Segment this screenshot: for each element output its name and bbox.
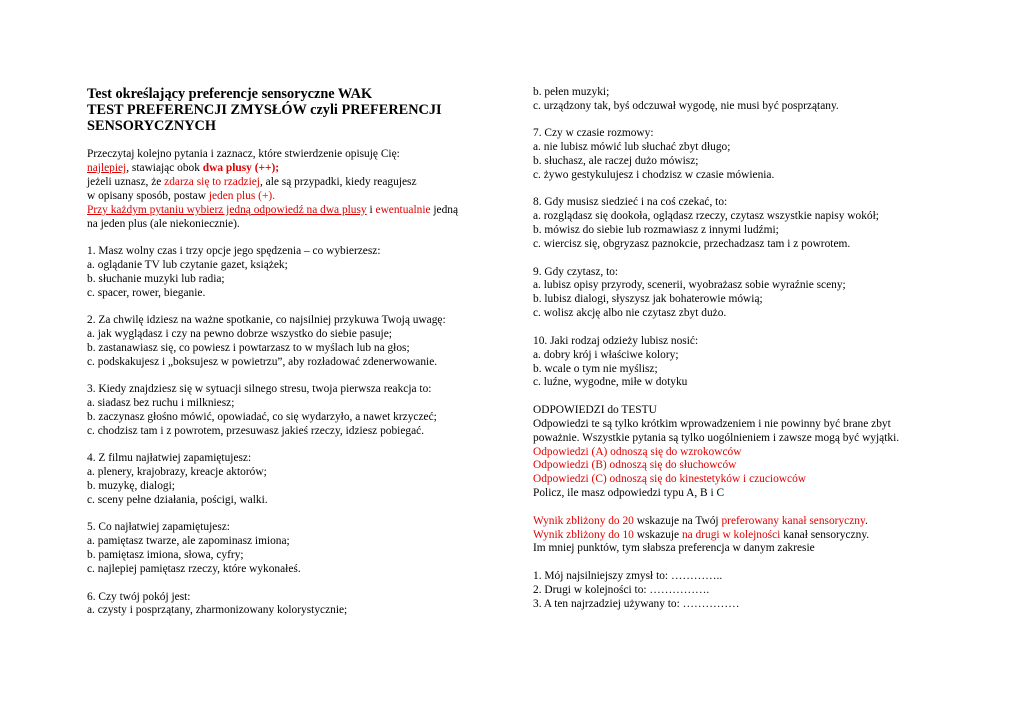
question-text: 1. Masz wolny czas i trzy opcje jego spędzenia – co wybierzesz: xyxy=(87,244,381,257)
question-5 xyxy=(87,521,487,577)
count-instruction: Policz, ile masz odpowiedzi typu A, B i C xyxy=(533,487,725,500)
title-line: SENSORYCZNYCH xyxy=(87,118,216,134)
instruction-text: , ale są przypadki, kiedy reagujesz xyxy=(259,175,417,188)
answer-key-b: Odpowiedzi (B) odnoszą się do słuchowców xyxy=(533,459,737,472)
final-summary xyxy=(533,570,938,612)
answer-option: c. najlepiej pamiętasz rzeczy, które wykonałeś. xyxy=(87,563,301,576)
instruction-text: , stawiając obok xyxy=(126,161,203,174)
summary-line: 2. Drugi w kolejności to: ……………. xyxy=(533,583,710,596)
answer-option: a. jak wyglądasz i czy na pewno dobrze wszystko do siebie pasuje; xyxy=(87,327,392,340)
score-line: Im mniej punktów, tym słabsza preferencja w danym zakresie xyxy=(533,542,815,555)
answer-option: b. zastanawiasz się, co powiesz i powtarzasz to w myślach lub na głos; xyxy=(87,341,410,354)
score-20: Wynik zbliżony do 20 xyxy=(533,514,634,527)
preferred-channel: preferowany kanał sensoryczny xyxy=(721,514,865,527)
answers-section xyxy=(533,404,938,501)
answer-option: b. pamiętasz imiona, słowa, cyfry; xyxy=(87,549,244,562)
summary-line: 3. A ten najrzadziej używany to: …………… xyxy=(533,597,740,610)
answer-key-c: Odpowiedzi (C) odnoszą się do kinestetyków i czuciowców xyxy=(533,473,806,486)
score-line xyxy=(533,529,938,543)
question-text: 10. Jaki rodzaj odzieży lubisz nosić: xyxy=(533,334,699,347)
highlight-two-plus: dwa plusy (++); xyxy=(202,161,280,174)
answer-option: b. słuchanie muzyki lub radia; xyxy=(87,272,225,285)
answer-option: c. urządzony tak, byś odczuwał wygodę, nie musi być posprzątany. xyxy=(533,99,839,112)
question-3 xyxy=(87,383,487,439)
answer-option: c. sceny pełne działania, pościgi, walki. xyxy=(87,494,268,507)
answer-option: a. rozglądasz się dookoła, oglądasz rzeczy, czytasz wszystkie napisy wokół; xyxy=(533,210,879,223)
instruction-line xyxy=(87,204,487,218)
instruction-line: na jeden plus (ale niekoniecznie). xyxy=(87,217,240,230)
instruction-line xyxy=(87,176,487,190)
highlight-optionally: ewentualnie xyxy=(375,203,431,216)
answer-option: a. czysty i posprzątany, zharmonizowany kolorystycznie; xyxy=(87,604,348,617)
question-8 xyxy=(533,196,938,252)
answer-option: c. luźne, wygodne, miłe w dotyku xyxy=(533,376,688,389)
instruction-line: Przeczytaj kolejno pytania i zaznacz, które stwierdzenie opisuję Cię: xyxy=(87,148,400,160)
answer-option: a. oglądanie TV lub czytanie gazet, książek; xyxy=(87,258,288,271)
answer-option: a. pamiętasz twarze, ale zapominasz imiona; xyxy=(87,535,290,548)
question-4 xyxy=(87,452,487,508)
answer-option: c. wolisz akcję albo nie czytasz zbyt dużo. xyxy=(533,307,727,320)
question-text: 3. Kiedy znajdziesz się w sytuacji silnego stresu, twoja pierwsza reakcja to: xyxy=(87,383,432,396)
title-line: Test określający preferencje sensoryczne WAK xyxy=(87,86,373,102)
question-text: 6. Czy twój pokój jest: xyxy=(87,590,191,603)
score-text: wskazuje xyxy=(633,528,682,541)
highlight-one-plus: jeden plus (+). xyxy=(208,189,276,202)
answer-option: c. chodzisz tam i z powrotem, przesuwasz jakieś rzeczy, idziesz pobiegać. xyxy=(87,424,425,437)
answer-option: b. muzykę, dialogi; xyxy=(87,480,175,493)
answer-option: a. dobry krój i właściwe kolory; xyxy=(533,348,679,361)
summary-line: 1. Mój najsilniejszy zmysł to: ………….. xyxy=(533,569,723,582)
answer-option: c. podskakujesz i „boksujesz w powietrzu”, aby rozładować zdenerwowanie. xyxy=(87,355,438,368)
answers-disclaimer: Odpowiedzi te są tylko krótkim wprowadzeniem i nie powinny być brane zbyt poważnie. Wszystkie pytania są tylko uogólnieniem i zawsze mogą być wyjątki. xyxy=(533,417,900,444)
answer-key-a: Odpowiedzi (A) odnoszą się do wzrokowców xyxy=(533,445,742,458)
instruction-text: jeżeli uznasz, że xyxy=(87,175,165,188)
question-text: 8. Gdy musisz siedzieć i na coś czekać, to: xyxy=(533,196,728,209)
question-text: 7. Czy w czasie rozmowy: xyxy=(533,127,654,140)
score-text: kanał sensoryczny. xyxy=(780,528,870,541)
second-channel: na drugi w kolejności xyxy=(681,528,781,541)
highlight-rarely: zdarza się to rzadziej xyxy=(164,175,260,188)
question-7 xyxy=(533,127,938,183)
instruction-text: i xyxy=(366,203,376,216)
answer-option: c. spacer, rower, bieganie. xyxy=(87,286,206,299)
highlight-each-question: Przy każdym pytaniu wybierz jedną odpowiedź na dwa plusy xyxy=(87,203,367,216)
answers-heading: ODPOWIEDZI do TESTU xyxy=(533,403,657,416)
answer-option: b. pełen muzyki; xyxy=(533,86,610,98)
highlight-best: najlepiej xyxy=(87,161,127,174)
right-column xyxy=(533,86,938,612)
title-line: TEST PREFERENCJI ZMYSŁÓW czyli PREFERENCJI xyxy=(87,102,442,118)
score-section xyxy=(533,515,938,557)
question-text: 2. Za chwilę idziesz na ważne spotkanie, co najsilniej przykuwa Twoją uwagę: xyxy=(87,314,446,327)
question-10 xyxy=(533,335,938,391)
question-2 xyxy=(87,314,487,370)
answer-option: a. siadasz bez ruchu i milkniesz; xyxy=(87,397,235,410)
question-1 xyxy=(87,245,487,301)
answer-option: a. nie lubisz mówić lub słuchać zbyt długo; xyxy=(533,141,731,154)
instruction-line xyxy=(87,190,487,204)
document-title xyxy=(87,86,487,134)
question-text: 4. Z filmu najłatwiej zapamiętujesz: xyxy=(87,452,252,465)
answer-option: b. zaczynasz głośno mówić, opowiadać, co się wydarzyło, a nawet krzyczeć; xyxy=(87,411,437,423)
instruction-line xyxy=(87,162,487,176)
answer-option: c. żywo gestykulujesz i chodzisz w czasie mówienia. xyxy=(533,169,775,182)
instruction-text: w opisany sposób, postaw xyxy=(87,189,209,202)
score-text: . xyxy=(864,514,868,527)
answer-option: b. słuchasz, ale raczej dużo mówisz; xyxy=(533,155,699,168)
instructions xyxy=(87,148,487,231)
answer-option: c. wiercisz się, obgryzasz paznokcie, przechadzasz tam i z powrotem. xyxy=(533,238,851,251)
question-6-continued xyxy=(533,86,938,114)
left-column xyxy=(87,86,487,618)
question-9 xyxy=(533,266,938,322)
score-10: Wynik zbliżony do 10 xyxy=(533,528,634,541)
score-line xyxy=(533,515,938,529)
answer-option: b. wcale o tym nie myślisz; xyxy=(533,362,658,375)
answer-option: b. lubisz dialogi, słyszysz jak bohaterowie mówią; xyxy=(533,293,763,306)
question-text: 5. Co najłatwiej zapamiętujesz: xyxy=(87,521,230,534)
answer-option: a. plenery, krajobrazy, kreacje aktorów; xyxy=(87,466,267,479)
answer-option: a. lubisz opisy przyrody, scenerii, wyobrażasz sobie wyraźnie sceny; xyxy=(533,279,846,292)
question-6 xyxy=(87,591,487,619)
instruction-text: jedną xyxy=(430,203,459,216)
score-text: wskazuje na Twój xyxy=(633,514,722,527)
answer-option: b. mówisz do siebie lub rozmawiasz z innymi ludźmi; xyxy=(533,224,779,237)
question-text: 9. Gdy czytasz, to: xyxy=(533,265,619,278)
